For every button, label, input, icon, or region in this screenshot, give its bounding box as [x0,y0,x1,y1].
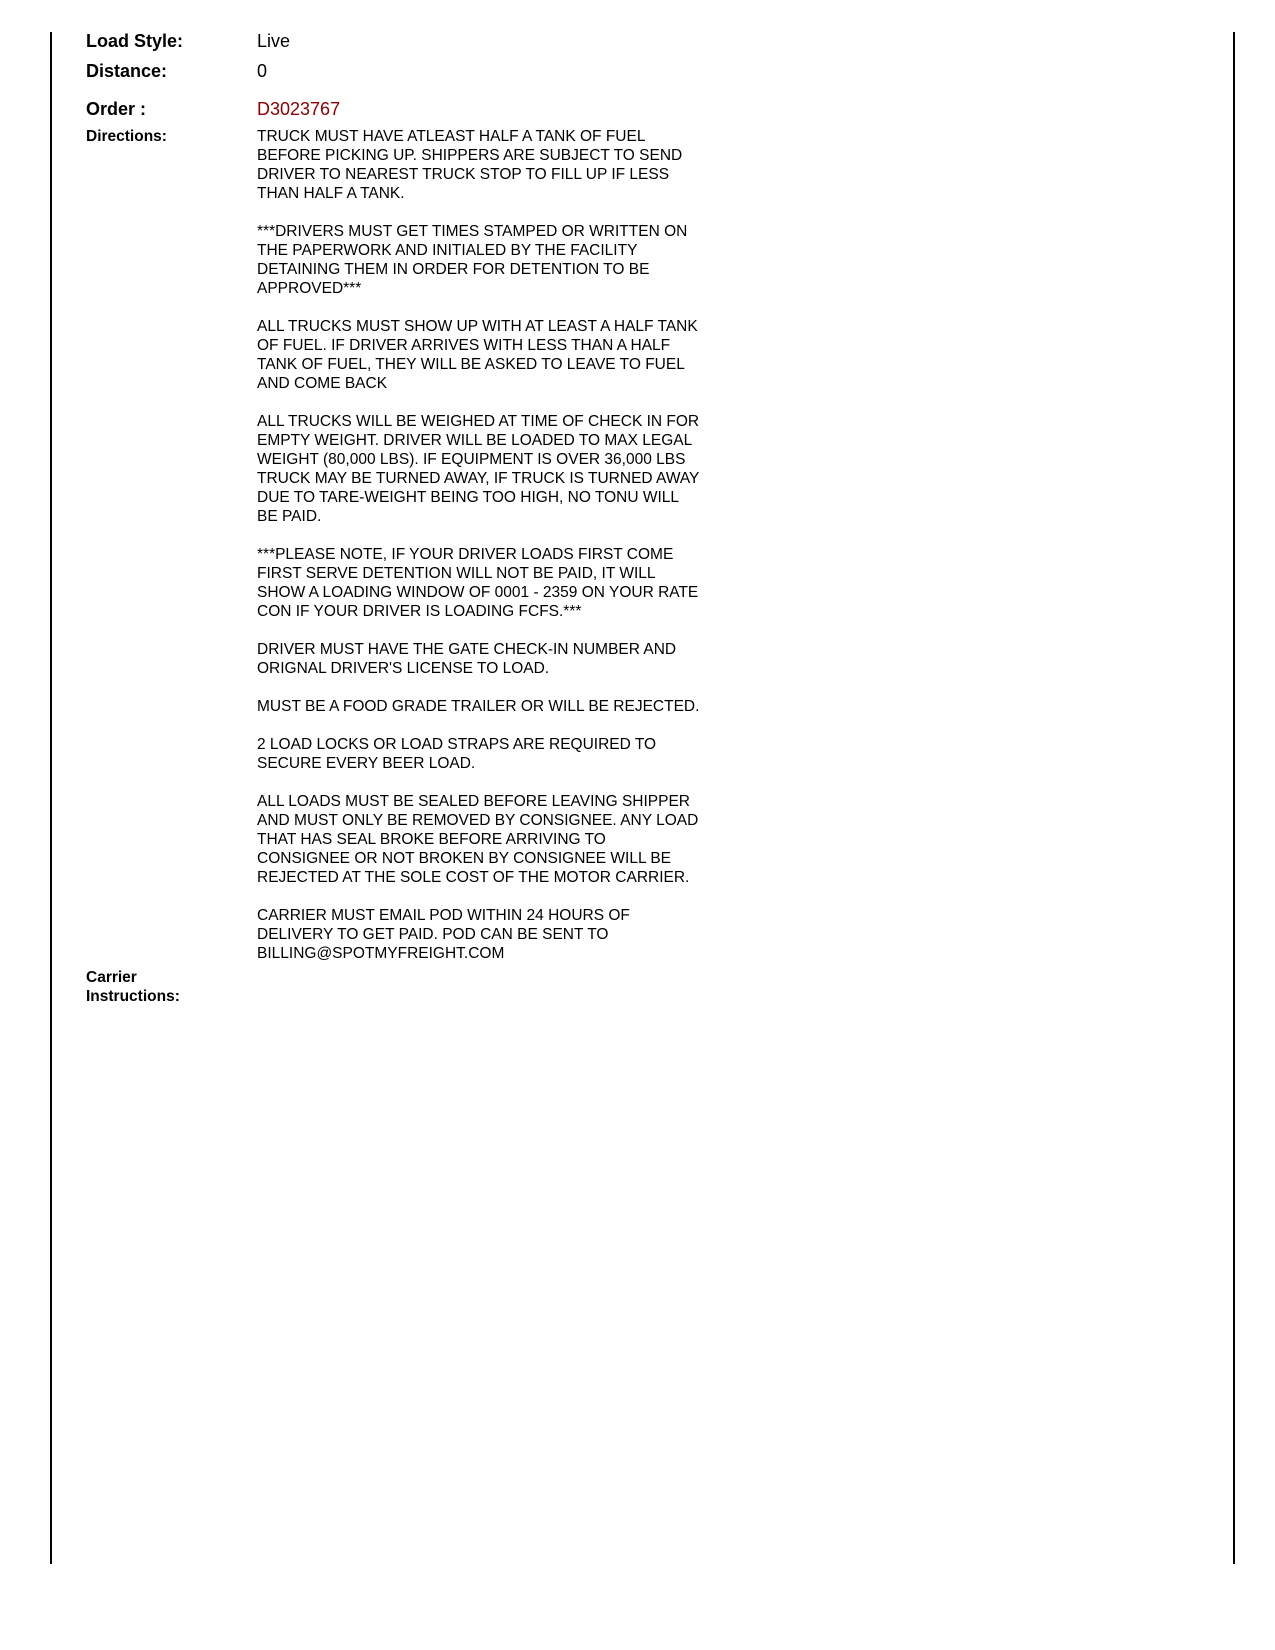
page-right-border [1233,32,1235,1564]
load-style-value: Live [257,31,291,51]
directions-paragraph: MUST BE A FOOD GRADE TRAILER OR WILL BE REJECTED. [257,698,700,715]
directions-paragraph: ALL TRUCKS MUST SHOW UP WITH AT LEAST A HALF TANK OF FUEL. IF DRIVER ARRIVES WITH LESS THAN A HALF TANK OF FUEL, THEY WILL BE ASKED TO LEAVE TO FUEL AND COME BACK [257,318,698,392]
order-number: D3023767 [257,99,341,119]
page-left-border [50,32,52,1564]
distance-value: 0 [257,61,268,81]
order-label: Order : [86,99,147,119]
directions-text [257,127,757,963]
directions-paragraph: TRUCK MUST HAVE ATLEAST HALF A TANK OF FUEL BEFORE PICKING UP. SHIPPERS ARE SUBJECT TO SEND DRIVER TO NEAREST TRUCK STOP TO FILL UP IF LESS THAN HALF A TANK. [257,128,683,202]
directions-paragraph: DRIVER MUST HAVE THE GATE CHECK-IN NUMBER AND ORIGNAL DRIVER'S LICENSE TO LOAD. [257,641,677,677]
directions-paragraph: ALL TRUCKS WILL BE WEIGHED AT TIME OF CHECK IN FOR EMPTY WEIGHT. DRIVER WILL BE LOADED TO MAX LEGAL WEIGHT (80,000 LBS). IF EQUIPMENT IS OVER 36,000 LBS TRUCK MAY BE TURNED AWAY, IF TRUCK IS TURNED AWAY DUE TO TARE-WEIGHT BEING TOO HIGH, NO TONU WILL BE PAID. [257,413,700,525]
directions-paragraph: ALL LOADS MUST BE SEALED BEFORE LEAVING SHIPPER AND MUST ONLY BE REMOVED BY CONSIGNEE. ANY LOAD THAT HAS SEAL BROKE BEFORE ARRIVING TO CONSIGNEE OR NOT BROKEN BY CONSIGNEE WILL BE REJECTED AT THE SOLE COST OF THE MOTOR CARRIER. [257,793,699,886]
directions-paragraph: ***PLEASE NOTE, IF YOUR DRIVER LOADS FIRST COME FIRST SERVE DETENTION WILL NOT BE PAID, IT WILL SHOW A LOADING WINDOW OF 0001 - 2359 ON YOUR RATE CON IF YOUR DRIVER IS LOADING FCFS.*** [257,546,699,620]
load-style-label: Load Style: [86,31,184,51]
directions-paragraph: CARRIER MUST EMAIL POD WITHIN 24 HOURS OF DELIVERY TO GET PAID. POD CAN BE SENT TO BILLING@SPOTMYFREIGHT.COM [257,907,630,962]
carrier-instructions-label: Carrier Instructions: [86,969,180,1005]
distance-label: Distance: [86,61,168,81]
directions-paragraph: 2 LOAD LOCKS OR LOAD STRAPS ARE REQUIRED TO SECURE EVERY BEER LOAD. [257,736,657,772]
directions-label: Directions: [86,128,167,145]
directions-paragraph: ***DRIVERS MUST GET TIMES STAMPED OR WRITTEN ON THE PAPERWORK AND INITIALED BY THE FACILITY DETAINING THEM IN ORDER FOR DETENTION TO BE APPROVED*** [257,223,688,297]
